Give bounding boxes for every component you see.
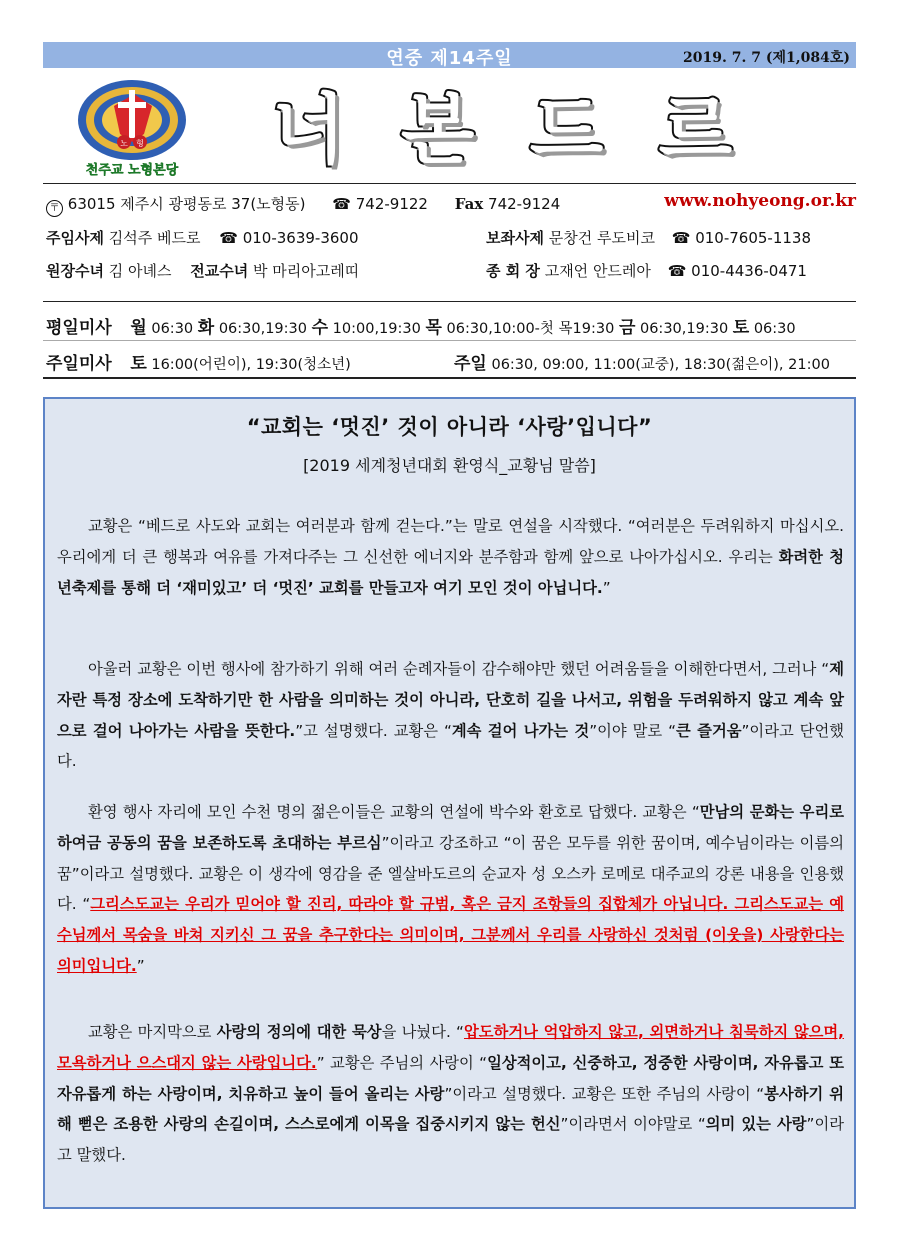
superior-label: 원장수녀 [46,262,104,280]
staff-row-2 [46,260,359,281]
phone-icon: ☎ [332,195,351,213]
weekday-mass-label: 평일미사 [46,318,112,338]
highlight-run: 압도하거나 억압하지 않고, 외면하거나 침묵하지 않으며, 모욕하거나 으스대지 않는 사랑입니다. [57,1023,844,1072]
divider [43,183,856,184]
times-wed: 10:00,19:30 [332,321,421,337]
times-sat-vigil: 16:00(어린이), 19:30(청소년) [151,357,351,373]
text-run: ”이라고 말했다. [57,1115,845,1165]
times-sunday: 06:30, 09:00, 11:00(교중), 18:30(젊은이), 21:00 [491,357,830,373]
assistant-label: 보좌사제 [486,229,544,247]
text-run: ”이라면서 이야말로 “ [560,1115,706,1134]
catechist-name: 박 마리아고레띠 [253,262,360,280]
logo-mark-right: 형 [136,139,144,148]
council-name: 고재언 안드레아 [544,262,651,280]
council-label: 종 회 장 [486,262,540,280]
text-run: ” [602,578,611,597]
times-tue: 06:30,19:30 [218,321,307,337]
staff-row-1-right [486,227,811,248]
text-run: 교황은 마지막으로 [88,1023,217,1041]
text-run: ”고 설명했다. 교황은 “ [295,721,452,740]
bold-run: 화려한 청년축제를 통해 더 ‘재미있고’ 더 ‘멋진’ 교회를 만들고자 여기 모인 것이 아닙니다. [57,547,845,597]
highlight-run: 그리스도교는 우리가 믿어야 할 진리, 따라야 할 규범, 혹은 금지 조항들의 집합체가 아닙니다. 그리스도교는 예수님께서 목숨을 바쳐 지키신 그 꿈을 추구한다는 의미이며, 그분께서 우리를 사랑하신 것처럼 (이웃을) 사랑한다는 의미입니다. [57,895,845,975]
fax-number: 742-9124 [488,195,561,213]
phone-number: 742-9122 [355,195,428,213]
day-sat: 토 [732,318,750,338]
text-run: ”이라고 단언했다. [57,721,844,771]
day-sunday: 주일 [454,354,487,374]
day-tue: 화 [197,318,215,338]
divider [43,377,856,379]
sunday-mass-times [454,349,830,374]
address: 63015 제주시 광평동로 37(노형동) [67,195,306,213]
article-box [43,397,856,1209]
text-run: 교황은 “베드로 사도와 교회는 여러분과 함께 걷는다.”는 말로 연설을 시작했다. “여러분은 두려워하지 마십시오. 우리에게 더 큰 행복과 여유를 가져다주는 그 신선한 에너지와 분주함과 함께 앞으로 나아가십시오. 우리는 [57,517,844,566]
pastor-label: 주임사제 [46,229,104,247]
day-fri: 금 [618,318,636,338]
paragraph-3 [57,797,844,982]
title-char-2: 본 [400,84,475,174]
times-mon: 06:30 [151,321,194,337]
postal-icon: 〒 [46,200,63,217]
text-run: ”이라고 설명했다. 교황은 또한 주님의 사랑이 “ [444,1084,765,1103]
council-phone: 010-4436-0471 [691,262,807,280]
bold-run: 봉사하기 위해 뻗은 조용한 사랑의 손길이며, 스스로에게 이목을 집중시키지 않는 헌신 [57,1084,844,1134]
contact-line [46,193,560,217]
title-char-3: 드 [529,84,604,174]
bold-run: 제자란 특정 장소에 도착하기만 한 사람을 의미하는 것이 아니라, 단호히 길을 나서고, 위험을 두려워하지 않고 계속 앞으로 걸어 나아가는 사람을 뜻한다. [57,660,844,740]
staff-row-2-right [486,260,807,281]
times-fri: 06:30,19:30 [639,321,729,337]
fax-label: Fax [454,195,484,213]
sunday-mass-label: 주일미사 [46,354,112,374]
day-thu: 목 [425,318,442,338]
paragraph-4 [57,1017,844,1171]
text-run: 아울러 교황은 이번 행사에 참가하기 위해 여러 순례자들이 감수해야만 했던 어려움들을 이해한다면서, 그러나 “ [88,660,830,678]
logo-mark-left: 노 [120,139,128,148]
text-run: ” [136,956,145,975]
newsletter-title [272,78,732,174]
day-sat-vigil: 토 [130,354,147,374]
liturgical-season: 연중 제14주일 [386,48,513,69]
issue-date: 2019. 7. 7 (제1,084호) [683,50,850,66]
header-bar [43,42,856,68]
article-subtitle: [2019 세계청년대회 환영식_교황님 말씀] [303,456,596,475]
website-link[interactable]: www.nohyeong.or.kr [664,191,856,211]
times-sat: 06:30 [753,321,796,337]
superior-name: 김 아녜스 [108,262,172,280]
assistant-phone: 010-7605-1138 [695,229,812,247]
text-run: 환영 행사 자리에 모인 수천 명의 젊은이들은 교황의 연설에 박수와 환호로 답했다. 교황은 “ [88,803,700,821]
article-title: “교회는 ‘멋진’ 것이 아니라 ‘사랑’입니다” [246,415,653,439]
weekday-mass-row [46,313,796,338]
text-run: ”이라고 강조하고 “이 꿈은 모두를 위한 꿈이며, 예수님이라는 이름의 꿈”이라고 설명했다. 교황은 이 생각에 영감을 준 엘살바도르의 순교자 성 오스카 로메로 대주교의 강론 내용을 인용했다. “ [57,833,844,914]
pastor-phone: 010-3639-3600 [242,229,359,247]
paragraph-2 [57,654,844,777]
logo-text: 천주교 노형본당 [85,163,179,178]
times-thu: 06:30,10:00-첫 목19:30 [446,321,615,337]
assistant-name: 문창건 루도비코 [548,229,655,247]
parish-logo [74,76,194,180]
bold-run: 의미 있는 사랑 [705,1115,807,1134]
catechist-label: 전교수녀 [190,262,249,280]
divider [43,340,856,341]
day-mon: 월 [130,318,147,338]
phone-icon: ☎ [671,229,691,247]
phone-icon: ☎ [219,229,238,247]
phone-icon: ☎ [667,262,687,280]
bold-run: 일상적이고, 신중하고, 정중한 사랑이며, 자유롭고 또 자유롭게 하는 사랑이며, 치유하고 높이 들어 올리는 사랑 [57,1053,844,1103]
staff-row-1 [46,227,359,248]
bold-run: 계속 걸어 나가는 것 [451,721,590,740]
text-run: ”이야 말로 “ [589,721,677,740]
title-char-4: 르 [658,84,732,174]
text-run: 을 나눴다. “ [381,1023,464,1041]
divider [43,301,856,302]
pastor-name: 김석주 베드로 [108,229,201,247]
text-run: ” 교황은 주님의 사랑이 “ [316,1053,488,1072]
paragraph-1 [57,511,844,603]
sunday-mass-row [46,349,351,374]
bold-run: 만남의 문화는 우리로 하여금 공동의 꿈을 보존하도록 초대하는 부르심 [57,803,844,852]
title-char-1: 너 [272,84,346,174]
bold-run: 사랑의 정의에 대한 묵상 [216,1023,382,1041]
bold-run: 큰 즐거움 [676,721,742,740]
day-wed: 수 [311,318,329,338]
